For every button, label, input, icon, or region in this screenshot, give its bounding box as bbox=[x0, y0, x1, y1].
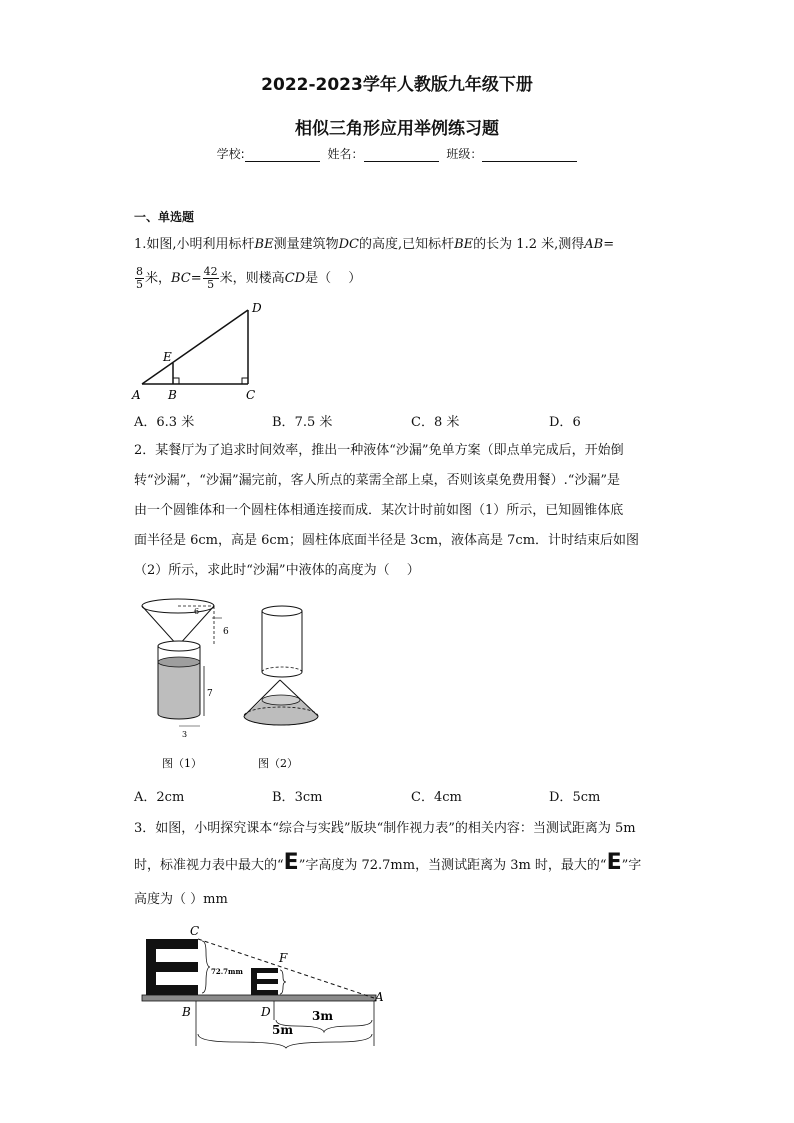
option-value: 6.3 米 bbox=[156, 415, 195, 430]
option-key: A． bbox=[134, 790, 157, 805]
var-be: BE bbox=[454, 237, 474, 252]
small-e-glyph bbox=[251, 968, 278, 995]
q3-line bbox=[134, 846, 664, 883]
q2-option-b[interactable] bbox=[272, 786, 322, 805]
label-3m: 3m bbox=[312, 1009, 334, 1023]
q3-text: 时，标准视力表中最大的“ bbox=[134, 858, 284, 873]
right-angle-b bbox=[173, 378, 179, 384]
question-3 bbox=[134, 812, 664, 917]
q2-line: 由一个圆锥体和一个圆柱体相通连接而成．某次计时前如图（1）所示，已知圆锥体底 bbox=[134, 503, 624, 518]
q3-line: 3．如图，小明探究课本“综合与实践”版块“制作视力表”的相关内容：当测试距离为 5m bbox=[134, 821, 636, 836]
name-blank[interactable] bbox=[364, 148, 439, 162]
option-key: B． bbox=[272, 790, 295, 805]
question-2 bbox=[134, 436, 664, 586]
option-value: 2cm bbox=[156, 790, 185, 805]
liquid-fill bbox=[158, 662, 200, 714]
name-label: 姓名： bbox=[327, 147, 364, 161]
q2-hourglass-figure bbox=[140, 596, 360, 776]
var-be: BE bbox=[254, 237, 274, 252]
var-cd: CD bbox=[284, 271, 306, 286]
q2-line: 2．某餐厅为了追求时间效率，推出一种液体“沙漏”免单方案（即点单完成后，开始倒 bbox=[134, 443, 624, 458]
option-key: A． bbox=[134, 415, 157, 430]
cylinder-top bbox=[158, 641, 200, 651]
label-b: B bbox=[182, 1005, 191, 1019]
label-c: C bbox=[246, 388, 256, 402]
q3-text: ”字高度为 72.7mm，当测试距离为 3m 时，最大的“ bbox=[298, 858, 607, 873]
section-title: 一、单选题 bbox=[134, 210, 195, 224]
option-value: 6 bbox=[572, 415, 581, 430]
option-value: 7.5 米 bbox=[294, 415, 333, 430]
q3-text: ”字 bbox=[621, 858, 642, 873]
q3-eye-chart-figure bbox=[136, 922, 396, 1050]
q2-option-a[interactable] bbox=[134, 786, 184, 805]
equals-sign: = bbox=[190, 271, 202, 286]
q1-triangle-figure bbox=[128, 298, 278, 403]
height-brace-large bbox=[202, 941, 210, 993]
q1-option-b[interactable] bbox=[272, 411, 332, 430]
label-cyl-radius: 3 bbox=[182, 730, 188, 739]
cylinder-bottom bbox=[158, 714, 200, 719]
large-e-glyph bbox=[146, 939, 198, 995]
school-blank[interactable] bbox=[245, 148, 320, 162]
label-5m: 5m bbox=[272, 1023, 294, 1037]
option-key: C． bbox=[411, 790, 434, 805]
title-line-2: 相似三角形应用举例练习题 bbox=[295, 119, 499, 139]
label-liquid-height: 7 bbox=[207, 689, 213, 699]
var-dc: DC bbox=[338, 237, 359, 252]
label-a: A bbox=[375, 990, 384, 1004]
title-line-1: 2022-2023学年人教版九年级下册 bbox=[261, 75, 533, 95]
e-glyph: E bbox=[606, 850, 622, 875]
option-key: D． bbox=[549, 790, 573, 805]
q1-option-c[interactable] bbox=[411, 411, 459, 430]
q1-text: 米， bbox=[145, 271, 172, 286]
option-value: 8 米 bbox=[433, 415, 460, 430]
option-value: 3cm bbox=[294, 790, 323, 805]
caption-figure-1: 图（1） bbox=[162, 757, 202, 770]
option-key: D． bbox=[549, 415, 573, 430]
q1-text: 是（ ） bbox=[305, 271, 362, 286]
label-a: A bbox=[132, 388, 141, 402]
label-c: C bbox=[190, 924, 200, 938]
class-blank[interactable] bbox=[482, 148, 577, 162]
q1-text: 的高度,已知标杆 bbox=[358, 237, 455, 252]
option-value: 5cm bbox=[572, 790, 601, 805]
label-e: E bbox=[163, 350, 172, 364]
q2-line: （2）所示，求此时“沙漏”中液体的高度为（ ） bbox=[134, 563, 420, 578]
fraction-denominator: 5 bbox=[207, 278, 215, 291]
option-key: B． bbox=[272, 415, 295, 430]
q2-option-d[interactable] bbox=[549, 786, 600, 805]
ground-bar bbox=[142, 995, 376, 1001]
right-angle-c bbox=[242, 378, 248, 384]
label-cone-radius: 6 bbox=[194, 607, 200, 616]
option-key: C． bbox=[411, 415, 434, 430]
var-bc: BC bbox=[171, 271, 191, 286]
q2-line: 转“沙漏”，“沙漏”漏完前，客人所点的菜需全部上桌，否则该桌免费用餐）.“沙漏”是 bbox=[134, 473, 621, 488]
liquid-surface bbox=[158, 657, 200, 667]
e-glyph: E bbox=[283, 850, 299, 875]
student-info-row bbox=[0, 145, 794, 162]
question-1 bbox=[134, 230, 664, 260]
q3-line: 高度为（ ）mm bbox=[134, 892, 228, 907]
height-brace-small bbox=[280, 970, 286, 994]
caption-figure-2: 图（2） bbox=[258, 757, 298, 770]
fraction-numerator: 8 bbox=[136, 265, 143, 278]
label-b: B bbox=[168, 388, 177, 402]
label-height: 72.7mm bbox=[211, 967, 243, 976]
question-1-line2 bbox=[134, 262, 664, 296]
equals-sign: = bbox=[603, 237, 615, 252]
class-label: 班级： bbox=[446, 147, 483, 161]
q1-text: 1.如图,小明利用标杆 bbox=[134, 237, 255, 252]
label-cone-height: 6 bbox=[223, 627, 229, 637]
var-ab: AB bbox=[584, 237, 604, 252]
label-f: F bbox=[279, 951, 288, 965]
q1-text: 米，则楼高 bbox=[219, 271, 285, 286]
fraction-numerator: 42 bbox=[203, 265, 218, 278]
school-label: 学校: bbox=[216, 147, 245, 161]
q2-line: 面半径是 6cm，高是 6cm；圆柱体底面半径是 3cm，液体高是 7cm．计时结束后如图 bbox=[134, 533, 640, 548]
label-d: D bbox=[261, 1005, 271, 1019]
q1-option-a[interactable] bbox=[134, 411, 194, 430]
option-value: 4cm bbox=[433, 790, 462, 805]
q1-option-d[interactable] bbox=[549, 411, 581, 430]
label-d: D bbox=[252, 301, 262, 315]
q1-text: 测量建筑物 bbox=[273, 237, 339, 252]
hypotenuse-ad bbox=[142, 310, 248, 384]
fraction-bc bbox=[203, 266, 219, 291]
fraction-denominator: 5 bbox=[136, 278, 143, 291]
fraction-ab bbox=[135, 266, 144, 291]
q1-text: 的长为 1.2 米,测得 bbox=[473, 237, 585, 252]
q2-option-c[interactable] bbox=[411, 786, 462, 805]
